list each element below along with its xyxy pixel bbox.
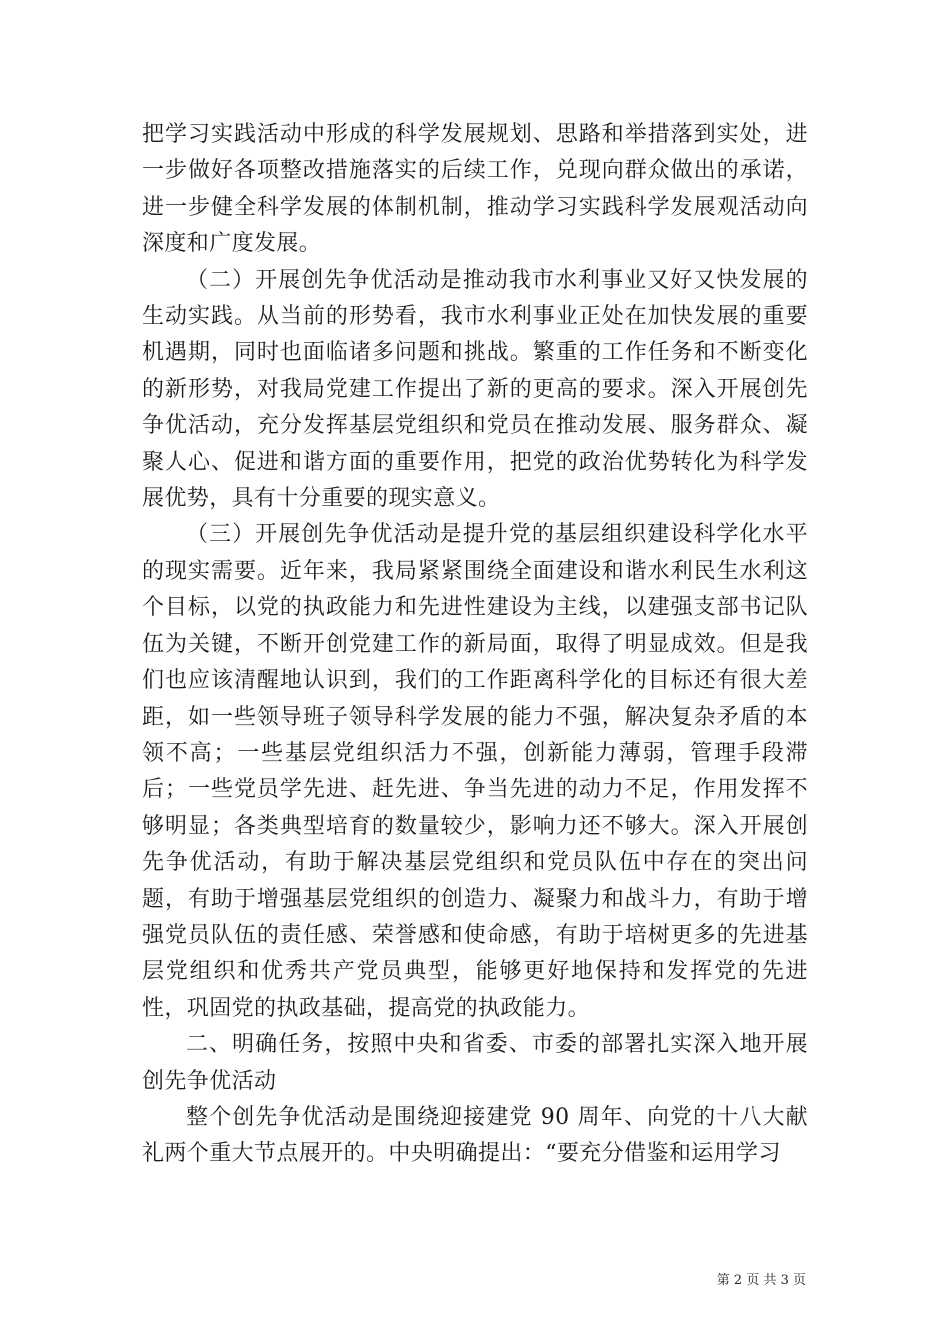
body-paragraph: 整个创先争优活动是围绕迎接建党 90 周年、向党的十八大献礼两个重大节点展开的。中央明确提出：“要充分借鉴和运用学习: [142, 1104, 808, 1167]
section-heading: 二、明确任务，按照中央和省委、市委的部署扎实深入地开展创先争优活动: [142, 1032, 808, 1094]
body-paragraph: （三）开展创先争优活动是提升党的基层组织建设科学化水平的现实需要。近年来，我局紧紧围绕全面建设和谐水利民生水利这个目标，以党的执政能力和先进性建设为主线，以建强支部书记队伍为关键，不断开创党建工作的新局面，取得了明显成效。但是我们也应该清醒地认识到，我们的工作距离科学化的目标还有很大差距，如一些领导班子领导科学发展的能力不强，解决复杂矛盾的本领不高；一些基层党组织活力不强，创新能力薄弱，管理手段滞后；一些党员学先进、赶先进、争当先进的动力不足，作用发挥不够明显；各类典型培育的数量较少，影响力还不够大。深入开展创先争优活动，有助于解决基层党组织和党员队伍中存在的突出问题，有助于增强基层党组织的创造力、凝聚力和战斗力，有助于增强党员队伍的责任感、荣誉感和使命感，有助于培树更多的先进基层党组织和优秀共产党员典型，能够更好地保持和发挥党的先进性，巩固党的执政基础，提高党的执政能力。: [142, 522, 808, 1021]
document-body: [142, 117, 808, 1173]
page-number-footer: 第 2 页 共 3 页: [716, 1273, 806, 1288]
body-paragraph: （二）开展创先争优活动是推动我市水利事业又好又快发展的生动实践。从当前的形势看，我市水利事业正处在加快发展的重要机遇期，同时也面临诸多问题和挑战。繁重的工作任务和不断变化的新形势，对我局党建工作提出了新的更高的要求。深入开展创先争优活动，充分发挥基层党组织和党员在推动发展、服务群众、凝聚人心、促进和谐方面的重要作用，把党的政治优势转化为科学发展优势，具有十分重要的现实意义。: [142, 267, 808, 512]
body-paragraph: 把学习实践活动中形成的科学发展规划、思路和举措落到实处，进一步做好各项整改措施落实的后续工作，兑现向群众做出的承诺，进一步健全科学发展的体制机制，推动学习实践科学发展观活动向深度和广度发展。: [142, 122, 808, 257]
